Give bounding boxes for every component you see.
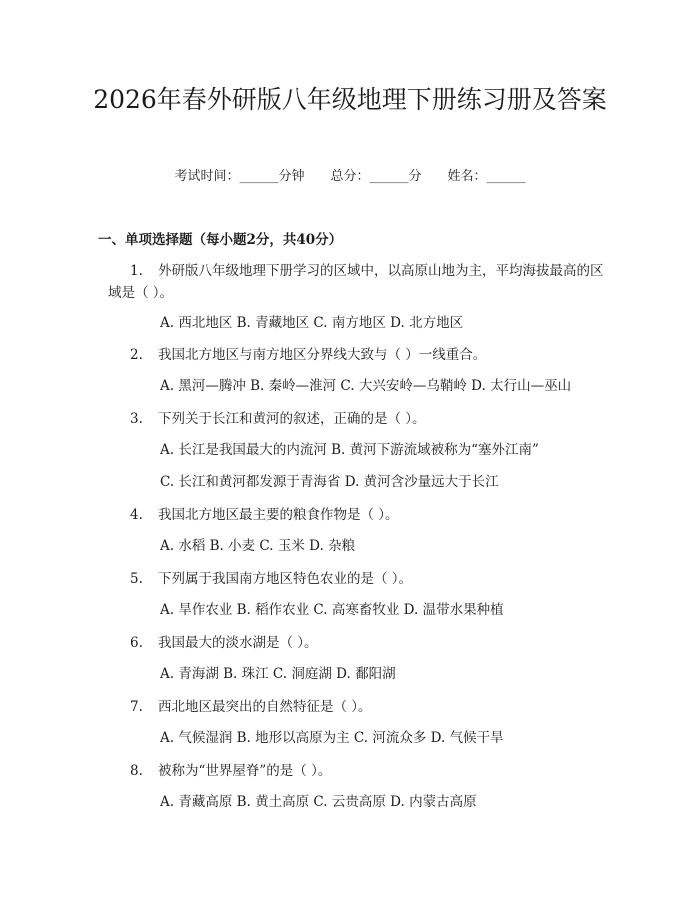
section-heading-single-choice: 一、单项选择题（每小题2分，共40分） [98, 232, 343, 248]
student-name-field: 姓名：______ [447, 169, 526, 184]
question-4-options: A. 水稻 B. 小麦 C. 玉米 D. 杂粮 [160, 538, 356, 554]
question-number: 3. [130, 411, 143, 427]
exam-time-field: 考试时间：______分钟 [174, 169, 305, 184]
question-5 [108, 568, 608, 590]
question-text: 下列关于长江和黄河的叙述，正确的是（ ）。 [158, 411, 426, 427]
question-1-options: A. 西北地区 B. 青藏地区 C. 南方地区 D. 北方地区 [160, 315, 464, 331]
question-3-options-line-1: A. 长江是我国最大的内流河 B. 黄河下游流域被称为“塞外江南” [160, 442, 539, 458]
question-2 [108, 344, 608, 366]
question-text: 我国最大的淡水湖是（ ）。 [158, 635, 318, 651]
question-6-options: A. 青海湖 B. 珠江 C. 洞庭湖 D. 鄱阳湖 [160, 666, 396, 682]
exam-meta [0, 168, 700, 186]
question-number: 7. [130, 699, 143, 715]
question-8 [108, 760, 608, 782]
question-5-options: A. 旱作农业 B. 稻作农业 C. 高寒畜牧业 D. 温带水果种植 [160, 602, 504, 618]
question-6 [108, 632, 608, 654]
total-score-field: 总分：______分 [330, 169, 422, 184]
question-8-options: A. 青藏高原 B. 黄土高原 C. 云贵高原 D. 内蒙古高原 [160, 794, 477, 810]
question-number: 2. [130, 347, 143, 363]
question-text: 被称为“世界屋脊”的是（ ）。 [158, 763, 332, 779]
question-3 [108, 408, 608, 430]
question-text: 外研版八年级地理下册学习的区域中，以高原山地为主，平均海拔最高的区域是（ ）。 [108, 263, 604, 301]
question-2-options: A. 黑河—腾冲 B. 秦岭—淮河 C. 大兴安岭—乌鞘岭 D. 太行山—巫山 [160, 378, 572, 394]
question-text: 我国北方地区与南方地区分界线大致与（ ）一线重合。 [158, 347, 487, 363]
question-number: 8. [130, 763, 143, 779]
document-title: 2026年春外研版八年级地理下册练习册及答案 [93, 85, 607, 114]
question-number: 5. [130, 571, 143, 587]
question-number: 6. [130, 635, 143, 651]
question-7-options: A. 气候湿润 B. 地形以高原为主 C. 河流众多 D. 气候干旱 [160, 730, 504, 746]
question-number: 1. [130, 263, 143, 279]
question-text: 我国北方地区最主要的粮食作物是（ ）。 [158, 507, 399, 523]
question-text: 下列属于我国南方地区特色农业的是（ ）。 [158, 571, 413, 587]
question-number: 4. [130, 507, 143, 523]
question-text: 西北地区最突出的自然特征是（ ）。 [158, 699, 372, 715]
question-7 [108, 696, 608, 718]
question-3-options-line-2: C. 长江和黄河都发源于青海省 D. 黄河含沙量远大于长江 [160, 474, 499, 490]
question-1 [108, 260, 608, 304]
question-4 [108, 504, 608, 526]
